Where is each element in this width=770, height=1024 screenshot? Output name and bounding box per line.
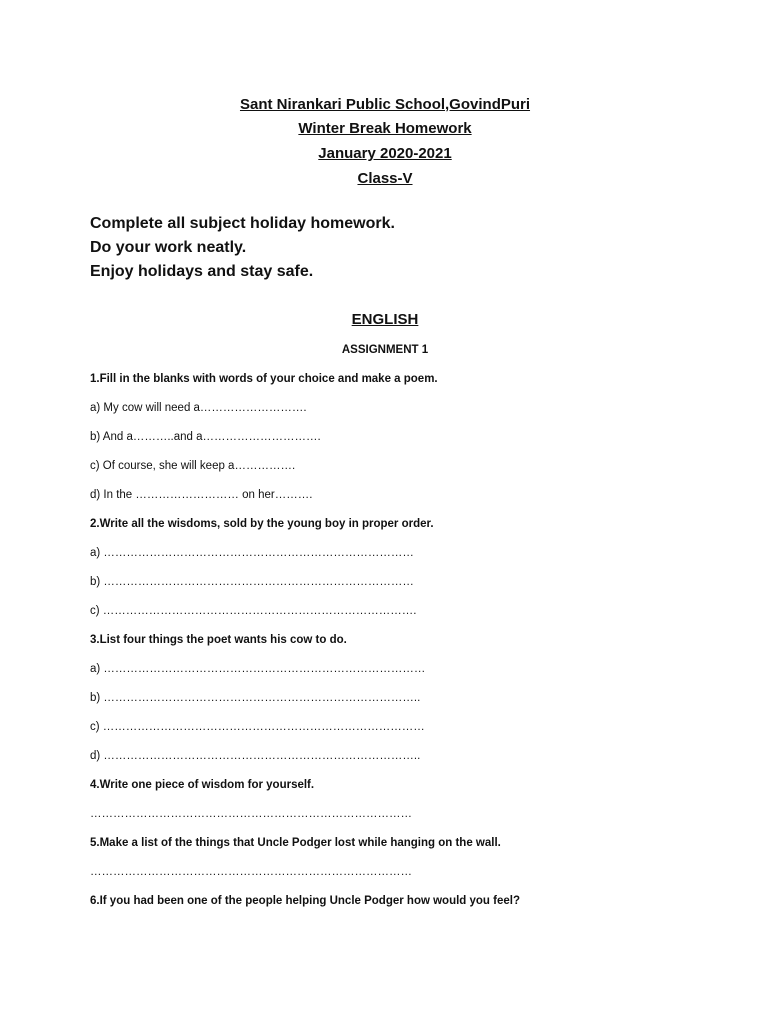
answer-line: a) ……………………………………………………………………… [90,547,414,559]
instruction-line: Complete all subject holiday homework. [90,215,395,232]
answer-line: b) ……………………………………………………………………….. [90,692,421,704]
answer-line: ………………………………………………………………………… [90,866,412,878]
answer-line: a) ………………………………………………………………………… [90,663,426,675]
answer-line: ………………………………………………………………………… [90,808,412,820]
answer-line: c) Of course, she will keep a……………. [90,460,296,472]
instruction-line: Enjoy holidays and stay safe. [90,263,314,280]
instruction-line: Do your work neatly. [90,239,247,256]
answer-line: b) And a………..and a…………………………. [90,431,321,443]
subject-heading: ENGLISH [351,311,419,328]
homework-title: Winter Break Homework [298,120,472,137]
assignment-heading: ASSIGNMENT 1 [341,344,429,356]
session-label: January 2020-2021 [318,145,452,162]
question-1: 1.Fill in the blanks with words of your choice and make a poem. [90,373,438,385]
question-4: 4.Write one piece of wisdom for yourself. [90,779,315,791]
answer-line: d) In the ……………………… on her………. [90,489,313,501]
class-label: Class-V [357,170,413,187]
question-2: 2.Write all the wisdoms, sold by the young boy in proper order. [90,518,434,530]
answer-line: c) ………………………………………………………………………… [90,721,425,733]
answer-line: a) My cow will need a………………………. [90,402,307,414]
question-5: 5.Make a list of the things that Uncle Podger lost while hanging on the wall. [90,837,501,849]
answer-line: c) ………………………………………………………………………. [90,605,417,617]
answer-line: d) ……………………………………………………………………….. [90,750,421,762]
question-6: 6.If you had been one of the people helping Uncle Podger how would you feel? [90,895,520,907]
answer-line: b) ……………………………………………………………………… [90,576,414,588]
school-name: Sant Nirankari Public School,GovindPuri [239,96,531,113]
question-3: 3.List four things the poet wants his cow to do. [90,634,347,646]
